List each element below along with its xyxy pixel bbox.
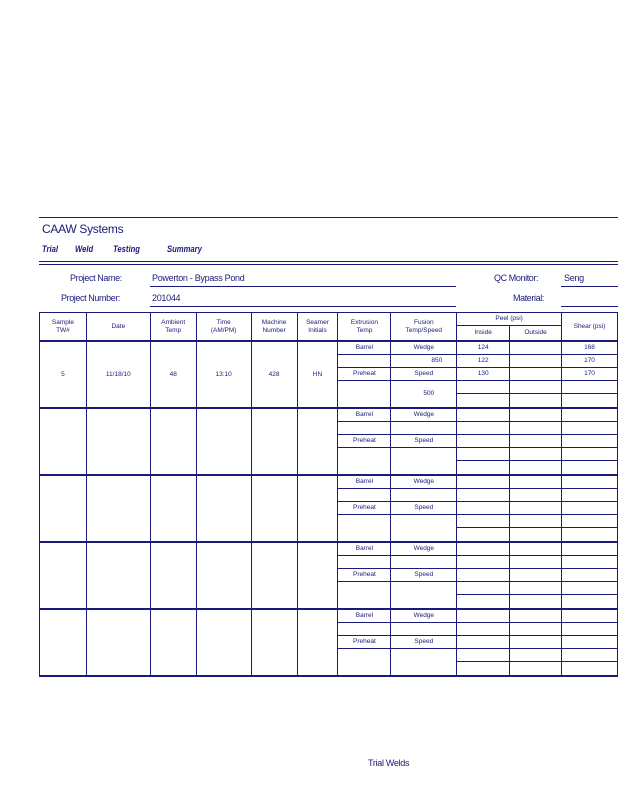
time-cell: 13:10 — [196, 341, 251, 408]
wedge-label: Wedge — [391, 408, 457, 422]
wedge-label: Wedge — [391, 609, 457, 623]
qc-monitor-value: Seng — [564, 273, 584, 283]
wedge-label: Wedge — [391, 542, 457, 556]
header-peel-outside: Outside — [510, 326, 562, 342]
peel-inside-2: 122 — [457, 355, 510, 368]
barrel-label: Barrel — [338, 341, 391, 355]
peel-inside-1: 124 — [457, 341, 510, 355]
barrel-label: Barrel — [338, 542, 391, 556]
barrel-label: Barrel — [338, 475, 391, 489]
subtitle-word-2: Weld — [75, 244, 94, 254]
header-peel: Peel (psi) — [457, 313, 562, 326]
subtitle-word-1: Trial — [42, 244, 59, 254]
speed-label: Speed — [391, 502, 457, 515]
header-peel-inside: Inside — [457, 326, 510, 342]
trial-weld-table — [39, 312, 618, 677]
peel-inside-3: 130 — [457, 368, 510, 381]
preheat-label: Preheat — [338, 636, 391, 649]
speed-label: Speed — [391, 636, 457, 649]
table-row — [40, 542, 618, 556]
material-label: Material: — [513, 293, 544, 303]
header-ambient: Ambient Temp — [150, 313, 196, 342]
sample-cell: 5 — [40, 341, 87, 408]
header-date: Date — [86, 313, 150, 342]
barrel-label: Barrel — [338, 408, 391, 422]
speed-label: Speed — [391, 368, 457, 381]
subtitle-word-3: Testing — [113, 244, 140, 254]
header-sample: Sample TW# — [40, 313, 87, 342]
project-number-label: Project Number: — [61, 293, 121, 303]
seamer-cell: HN — [297, 341, 338, 408]
table-row — [40, 475, 618, 489]
speed-label: Speed — [391, 435, 457, 448]
barrel-label: Barrel — [338, 609, 391, 623]
preheat-label: Preheat — [338, 502, 391, 515]
preheat-label: Preheat — [338, 368, 391, 381]
subtitle-word-4: Summary — [167, 244, 202, 254]
shear-1: 168 — [562, 341, 618, 355]
header-shear: Shear (psi) — [562, 313, 618, 342]
subtitle — [42, 244, 342, 258]
table-row — [40, 408, 618, 422]
table-row — [40, 341, 618, 355]
preheat-label: Preheat — [338, 435, 391, 448]
table-row — [40, 609, 618, 623]
header-time: Time (AM/PM) — [196, 313, 251, 342]
footer-label: Trial Welds — [368, 758, 410, 768]
shear-2: 170 — [562, 355, 618, 368]
header-fusion: Fusion Temp/Speed — [391, 313, 457, 342]
date-cell: 11/18/10 — [86, 341, 150, 408]
preheat-label: Preheat — [338, 569, 391, 582]
speed-label: Speed — [391, 569, 457, 582]
header-extrusion: Extrusion Temp — [338, 313, 391, 342]
project-number-value: 201044 — [152, 293, 181, 303]
qc-monitor-label: QC Monitor: — [494, 273, 539, 283]
project-name-label: Project Name: — [70, 273, 122, 283]
ambient-cell: 48 — [150, 341, 196, 408]
wedge-label: Wedge — [391, 341, 457, 355]
wedge-label: Wedge — [391, 475, 457, 489]
wedge-temp: 850 — [391, 355, 457, 368]
project-name-value: Powerton - Bypass Pond — [152, 273, 245, 283]
speed-value: 500 — [391, 381, 457, 409]
machine-cell: 428 — [251, 341, 297, 408]
company-title: CAAW Systems — [42, 222, 124, 236]
shear-3: 170 — [562, 368, 618, 381]
header-seamer: Seamer Initials — [297, 313, 338, 342]
header-machine: Machine Number — [251, 313, 297, 342]
